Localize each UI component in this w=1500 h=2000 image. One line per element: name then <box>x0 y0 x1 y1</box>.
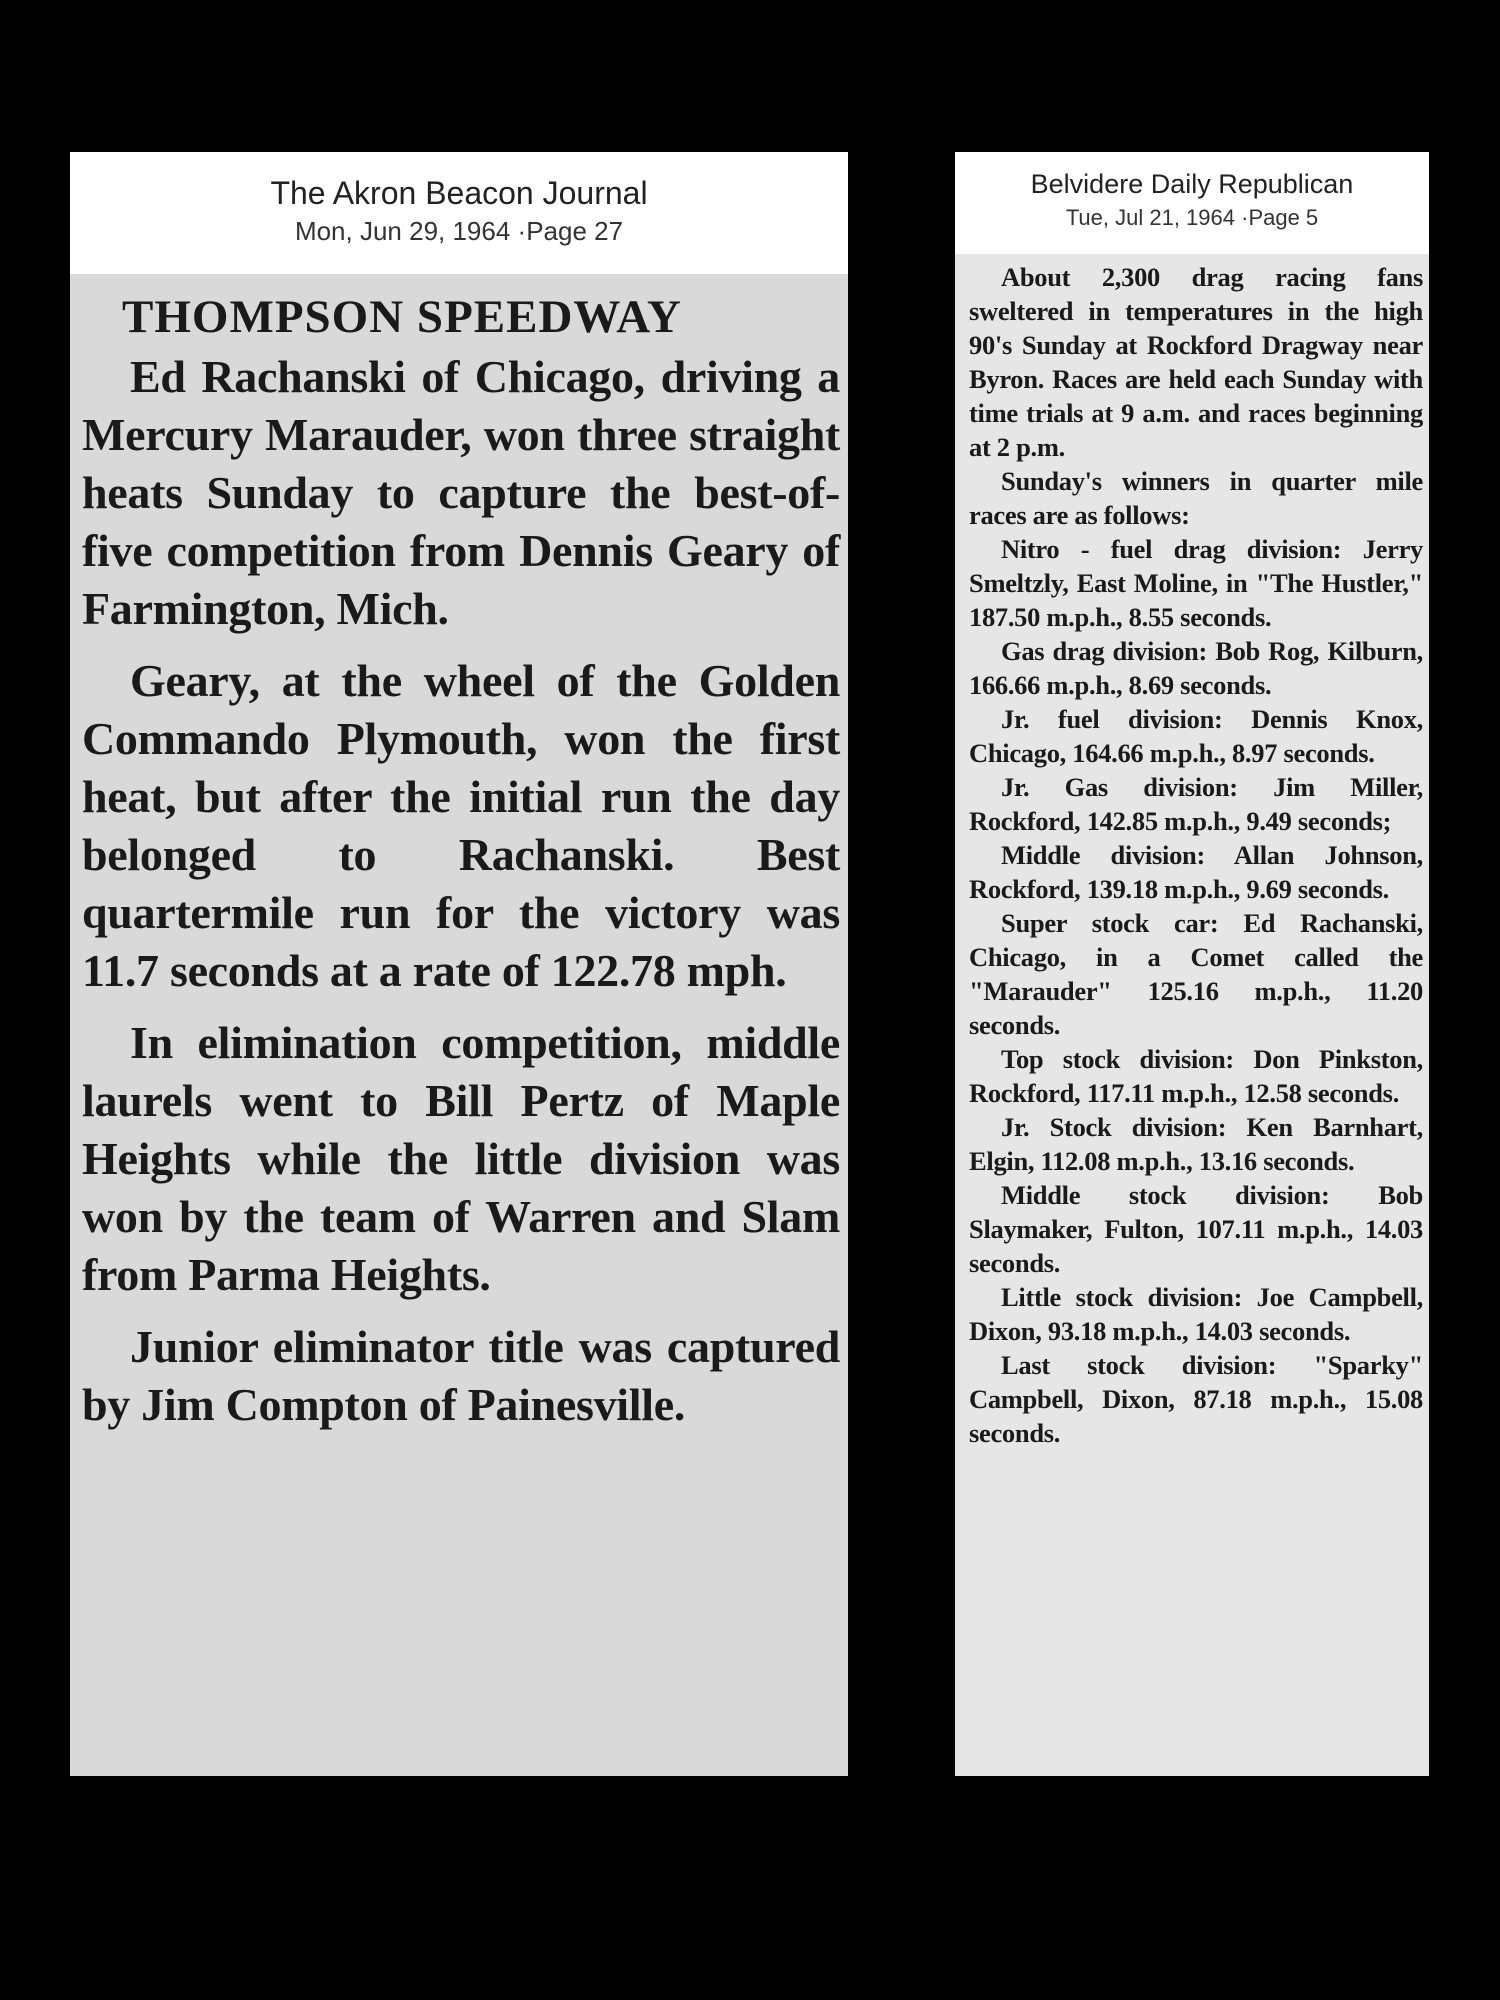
belvidere-article <box>955 254 1429 1776</box>
article-paragraph: Junior eliminator title was captured by Jim Compton of Painesville. <box>82 1321 840 1430</box>
newspaper-title: Belvidere Daily Republican <box>1030 169 1354 199</box>
publication-date: Mon, Jun 29, 1964 ·Page 27 <box>294 216 624 246</box>
article-paragraph: Gas drag division: Bob Rog, Kilburn, 166.66 m.p.h., 8.69 seconds. <box>969 636 1423 700</box>
article-paragraph: Nitro - fuel drag division: Jerry Smeltzly, East Moline, in "The Hustler," 187.50 m.p.h., 8.55 seconds. <box>969 534 1423 632</box>
akron-clipping-header <box>70 152 848 274</box>
newspaper-title: The Akron Beacon Journal <box>270 175 648 211</box>
belvidere-clipping-header <box>955 152 1429 254</box>
article-paragraph: About 2,300 drag racing fans sweltered in temperatures in the high 90's Sunday at Rockford Dragway near Byron. Races are held each Sunday with time trials at 9 a.m. and races beginning at 2 p.m. <box>969 262 1423 462</box>
article-paragraph: Last stock division: "Sparky" Campbell, Dixon, 87.18 m.p.h., 15.08 seconds. <box>969 1350 1423 1448</box>
belvidere-clipping <box>955 152 1429 1776</box>
article-paragraph: Jr. Stock division: Ken Barnhart, Elgin, 112.08 m.p.h., 13.16 seconds. <box>969 1112 1423 1176</box>
article-paragraph: Jr. fuel division: Dennis Knox, Chicago, 164.66 m.p.h., 8.97 seconds. <box>969 704 1423 768</box>
article-paragraph: Middle division: Allan Johnson, Rockford, 139.18 m.p.h., 9.69 seconds. <box>969 840 1423 904</box>
article-headline: THOMPSON SPEEDWAY <box>122 291 682 343</box>
article-paragraph: Little stock division: Joe Campbell, Dixon, 93.18 m.p.h., 14.03 seconds. <box>969 1282 1423 1346</box>
article-paragraph: In elimination competition, middle laurels went to Bill Pertz of Maple Heights while the little division was won by the team of Warren and Slam from Parma Heights. <box>82 1017 840 1300</box>
article-paragraph: Super stock car: Ed Rachanski, Chicago, in a Comet called the "Marauder" 125.16 m.p.h., 11.20 seconds. <box>969 908 1423 1040</box>
akron-clipping <box>70 152 848 1776</box>
article-paragraph: Jr. Gas division: Jim Miller, Rockford, 142.85 m.p.h., 9.49 seconds; <box>969 772 1423 836</box>
article-paragraph: Middle stock division: Bob Slaymaker, Fulton, 107.11 m.p.h., 14.03 seconds. <box>969 1180 1423 1278</box>
publication-date: Tue, Jul 21, 1964 ·Page 5 <box>1065 205 1319 230</box>
article-paragraph: Geary, at the wheel of the Golden Commando Plymouth, won the first heat, but after the initial run the day belonged to Rachanski. Best quartermile run for the victory was 11.7 seconds at a rate of 122.78 mph. <box>82 655 840 996</box>
article-paragraph: Sunday's winners in quarter mile races are as follows: <box>969 466 1423 530</box>
akron-article <box>70 274 848 1776</box>
article-paragraph: Ed Rachanski of Chicago, driving a Mercury Marauder, won three straight heats Sunday to capture the best-of-five competition from Dennis Geary of Farmington, Mich. <box>82 351 840 634</box>
article-paragraph: Top stock division: Don Pinkston, Rockford, 117.11 m.p.h., 12.58 seconds. <box>969 1044 1423 1108</box>
